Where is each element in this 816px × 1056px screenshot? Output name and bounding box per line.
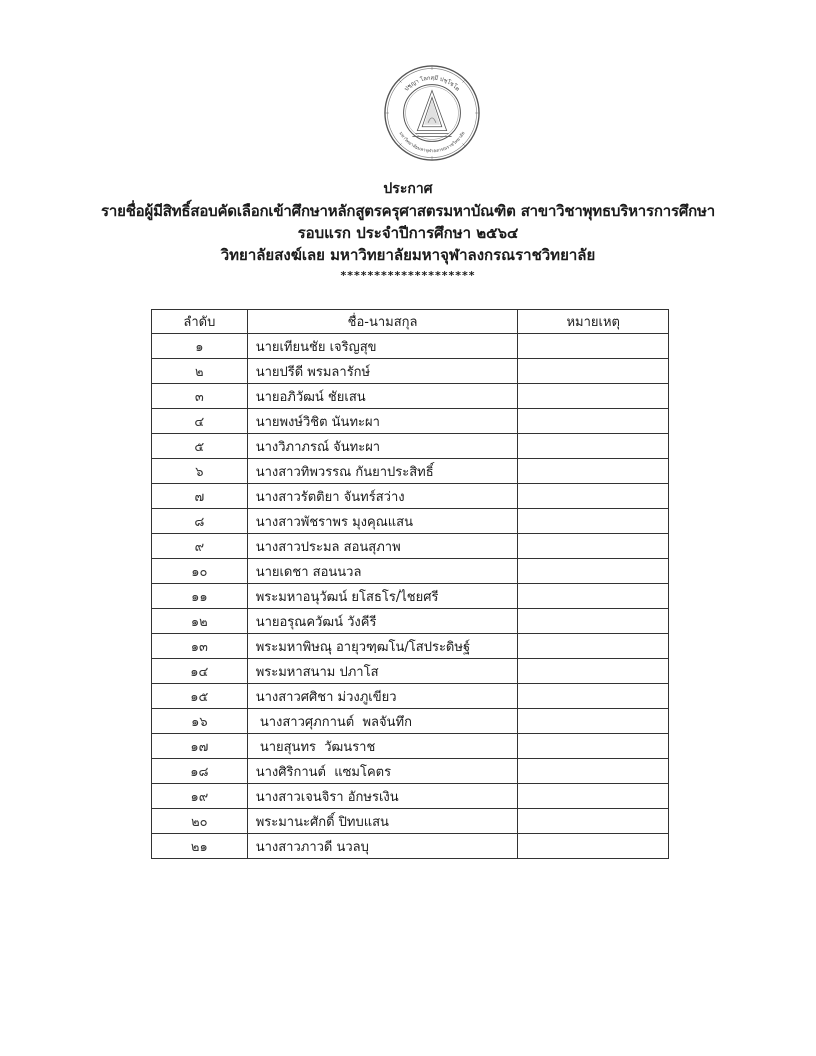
seal-bottom-text: มหาวิทยาลัยมหาจุฬาลงกรณราชวิทยาลัย bbox=[397, 131, 467, 155]
row-note bbox=[518, 734, 669, 759]
table-row bbox=[152, 459, 669, 484]
row-name: พระมหาพิษณุ อายุวฑฺฒโน/โสประดิษฐ์ bbox=[247, 634, 518, 659]
row-name: นายสุนทร วัฒนราช bbox=[247, 734, 518, 759]
row-order: ๑๘ bbox=[152, 759, 248, 784]
row-order: ๒ bbox=[152, 359, 248, 384]
table-row bbox=[152, 734, 669, 759]
row-order: ๑๒ bbox=[152, 609, 248, 634]
row-order: ๑๔ bbox=[152, 659, 248, 684]
row-name: นางสาวศศิชา ม่วงภูเขียว bbox=[247, 684, 518, 709]
row-name: นายพงษ์วิชิต นันทะผา bbox=[247, 409, 518, 434]
row-note bbox=[518, 434, 669, 459]
header-order: ลำดับ bbox=[152, 310, 248, 334]
table-row bbox=[152, 359, 669, 384]
row-order: ๑๕ bbox=[152, 684, 248, 709]
table-row bbox=[152, 534, 669, 559]
row-order: ๒๐ bbox=[152, 809, 248, 834]
separator-stars: ******************** bbox=[340, 269, 476, 282]
header-name: ชื่อ-นามสกุล bbox=[247, 310, 518, 334]
table-row bbox=[152, 584, 669, 609]
row-order: ๘ bbox=[152, 509, 248, 534]
row-order: ๑๓ bbox=[152, 634, 248, 659]
row-name: นางวิภาภรณ์ จันทะผา bbox=[247, 434, 518, 459]
table-row bbox=[152, 659, 669, 684]
table-row bbox=[152, 634, 669, 659]
table-header-row bbox=[152, 310, 669, 334]
row-name: นางสาวเจนจิรา อักษรเงิน bbox=[247, 784, 518, 809]
announcement-header bbox=[0, 178, 816, 283]
row-note bbox=[518, 834, 669, 859]
row-note bbox=[518, 609, 669, 634]
row-order: ๑ bbox=[152, 334, 248, 359]
row-note bbox=[518, 384, 669, 409]
row-note bbox=[518, 484, 669, 509]
row-note bbox=[518, 534, 669, 559]
row-order: ๑๖ bbox=[152, 709, 248, 734]
table-row bbox=[152, 609, 669, 634]
row-name: นางสาวภาวดี นวลบุ bbox=[247, 834, 518, 859]
table-row bbox=[152, 559, 669, 584]
row-order: ๖ bbox=[152, 459, 248, 484]
row-order: ๑๙ bbox=[152, 784, 248, 809]
table-row bbox=[152, 509, 669, 534]
row-order: ๒๑ bbox=[152, 834, 248, 859]
table-row bbox=[152, 334, 669, 359]
row-note bbox=[518, 809, 669, 834]
row-name: นางศิริกานต์ แซมโคตร bbox=[247, 759, 518, 784]
row-name: พระมานะศักดิ์ ปิทบแสน bbox=[247, 809, 518, 834]
row-order: ๔ bbox=[152, 409, 248, 434]
header-note: หมายเหตุ bbox=[518, 310, 669, 334]
row-order: ๑๐ bbox=[152, 559, 248, 584]
row-note bbox=[518, 459, 669, 484]
row-note bbox=[518, 359, 669, 384]
seal-top-text: ปชฺญา โลกสฺมึ ปชฺโชโต bbox=[403, 75, 461, 93]
table-row bbox=[152, 409, 669, 434]
row-note bbox=[518, 509, 669, 534]
table-row bbox=[152, 684, 669, 709]
college-line: วิทยาลัยสงฆ์เลย มหาวิทยาลัยมหาจุฬาลงกรณราชวิทยาลัย bbox=[220, 246, 596, 264]
row-order: ๙ bbox=[152, 534, 248, 559]
table-row bbox=[152, 759, 669, 784]
row-name: นางสาวรัตติยา จันทร์สว่าง bbox=[247, 484, 518, 509]
row-note bbox=[518, 584, 669, 609]
round-year-line: รอบแรก ประจำปีการศึกษา ๒๕๖๔ bbox=[297, 224, 519, 242]
table-row bbox=[152, 834, 669, 859]
row-name: นายอภิวัฒน์ ชัยเสน bbox=[247, 384, 518, 409]
row-name: นายอรุณควัฒน์ วังคีรี bbox=[247, 609, 518, 634]
candidate-table bbox=[151, 309, 669, 859]
row-name: นางสาวทิพวรรณ กันยาประสิทธิ์ bbox=[247, 459, 518, 484]
university-seal bbox=[383, 64, 481, 162]
row-name: นายเทียนชัย เจริญสุข bbox=[247, 334, 518, 359]
table-row bbox=[152, 809, 669, 834]
table-row bbox=[152, 384, 669, 409]
row-order: ๑๑ bbox=[152, 584, 248, 609]
table-row bbox=[152, 709, 669, 734]
row-name: นางสาวศุภกานต์ พลจันทึก bbox=[247, 709, 518, 734]
row-note bbox=[518, 759, 669, 784]
row-order: ๑๗ bbox=[152, 734, 248, 759]
row-note bbox=[518, 784, 669, 809]
row-order: ๕ bbox=[152, 434, 248, 459]
row-name: นายปรีดี พรมลารักษ์ bbox=[247, 359, 518, 384]
table-row bbox=[152, 434, 669, 459]
row-note bbox=[518, 709, 669, 734]
row-name: นายเดชา สอนนวล bbox=[247, 559, 518, 584]
row-note bbox=[518, 559, 669, 584]
announcement-title: ประกาศ bbox=[383, 181, 433, 197]
row-note bbox=[518, 634, 669, 659]
row-name: พระมหาสนาม ปภาโส bbox=[247, 659, 518, 684]
row-note bbox=[518, 659, 669, 684]
row-note bbox=[518, 684, 669, 709]
row-order: ๓ bbox=[152, 384, 248, 409]
row-order: ๗ bbox=[152, 484, 248, 509]
row-name: นางสาวประมล สอนสุภาพ bbox=[247, 534, 518, 559]
row-note bbox=[518, 409, 669, 434]
table-row bbox=[152, 484, 669, 509]
announcement-subtitle: รายชื่อผู้มีสิทธิ์สอบคัดเลือกเข้าศึกษาหลักสูตรครุศาสตรมหาบัณฑิต สาขาวิชาพุทธบริหารการศึกษา bbox=[101, 202, 715, 220]
row-name: นางสาวพัชราพร มุงคุณแสน bbox=[247, 509, 518, 534]
table-row bbox=[152, 784, 669, 809]
row-name: พระมหาอนุวัฒน์ ยโสธโร/ไชยศรี bbox=[247, 584, 518, 609]
row-note bbox=[518, 334, 669, 359]
